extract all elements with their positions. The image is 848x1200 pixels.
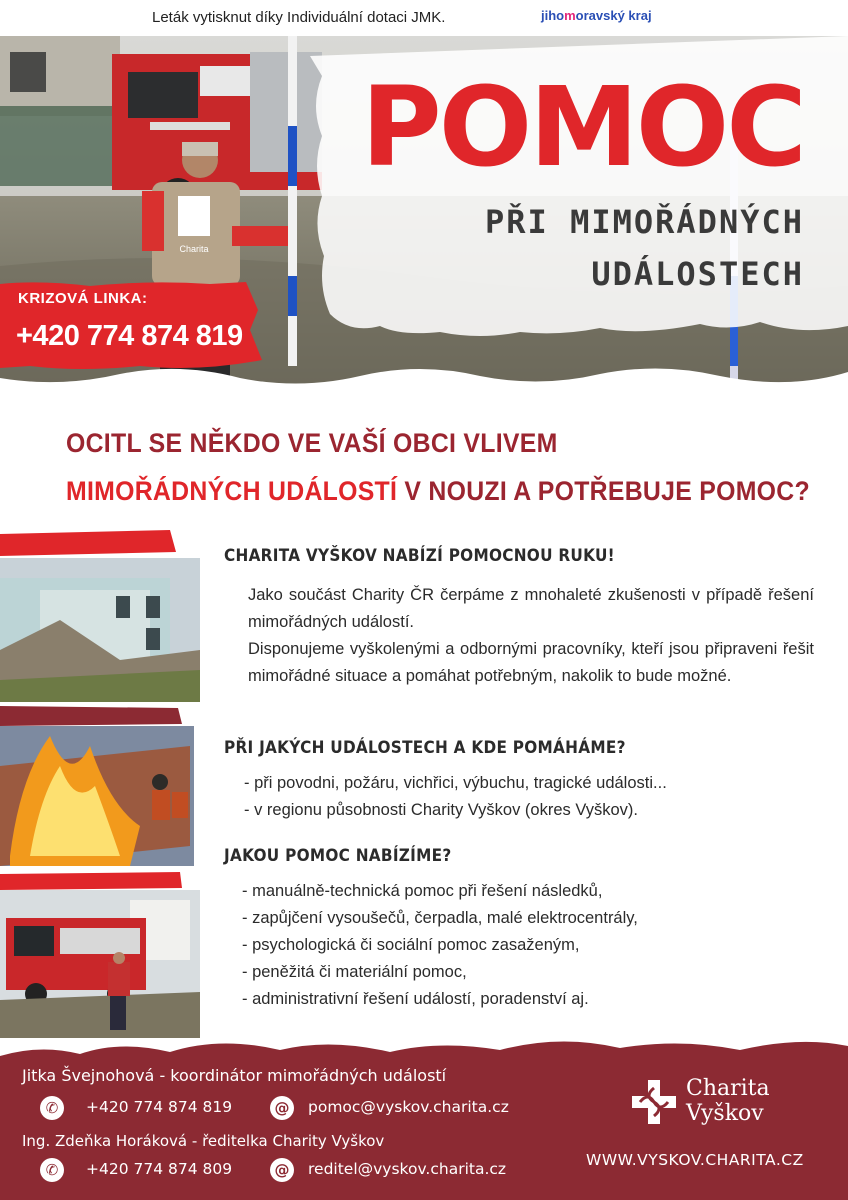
jmk-logo: jihomoravský kraj	[541, 8, 652, 23]
contact1-email-link[interactable]: pomoc@vyskov.charita.cz	[308, 1098, 509, 1116]
question-highlight: MIMOŘÁDNÝCH UDÁLOSTÍ	[66, 476, 398, 506]
website-link[interactable]: WWW.VYSKOV.CHARITA.CZ	[586, 1151, 804, 1169]
phone-icon: ✆	[40, 1096, 64, 1120]
offer-paragraph1: Jako součást Charity ČR čerpáme z mnohaleté zkušenosti v případě řešení mimořádných událostí.	[248, 586, 814, 631]
charita-cross-icon	[630, 1078, 678, 1126]
charita-logo-line1: Charita	[686, 1076, 770, 1101]
list-item: - psychologická či sociální pomoc zasaženým,	[242, 936, 580, 954]
offer-paragraph2: Disponujeme vyškolenými a odbornými pracovníky, kteří jsou připraveni řešit mimořádné situace a pomáhat potřebným, nakolik to bude možné.	[248, 640, 814, 685]
list-item: - manuálně-technická pomoc při řešení následků,	[242, 882, 603, 900]
contact1-name: Jitka Švejnohová - koordinátor mimořádných událostí	[22, 1066, 447, 1085]
contact2-email-link[interactable]: reditel@vyskov.charita.cz	[308, 1160, 507, 1178]
at-sign-icon: @	[270, 1158, 294, 1182]
hero-title: POMOC	[361, 63, 804, 191]
list-item: - v regionu působnosti Charity Vyškov (okres Vyškov).	[244, 801, 639, 819]
hero-subtitle-line1: PŘI MIMOŘÁDNÝCH	[485, 203, 804, 241]
hero-subtitle-line2: UDÁLOSTECH	[591, 255, 804, 293]
hotline-label: KRIZOVÁ LINKA:	[18, 290, 148, 307]
list-item: - peněžitá či materiální pomoc,	[242, 963, 467, 981]
question-rest: V NOUZI A POTŘEBUJE POMOC?	[397, 476, 810, 506]
hero-banner	[0, 36, 848, 416]
vest-label: Charita	[179, 244, 209, 254]
contact2-name: Ing. Zdeňka Horáková - ředitelka Charity Vyškov	[22, 1132, 385, 1150]
fire-truck-photo	[0, 872, 210, 1038]
top-bar	[0, 0, 848, 36]
burning-roof-photo	[0, 706, 210, 868]
contact2-phone-link[interactable]: +420 774 874 809	[86, 1160, 233, 1178]
where-list	[244, 770, 667, 824]
list-item: - administrativní řešení událostí, poradenství aj.	[242, 990, 589, 1008]
hotline-number-link[interactable]: +420 774 874 819	[16, 320, 243, 352]
contact1-phone-link[interactable]: +420 774 874 819	[86, 1098, 233, 1116]
help-list	[242, 878, 638, 1013]
phone-icon: ✆	[40, 1158, 64, 1182]
damaged-house-photo	[0, 530, 210, 702]
question-line2	[66, 476, 810, 507]
where-heading: PŘI JAKÝCH UDÁLOSTECH A KDE POMÁHÁME?	[224, 738, 626, 758]
charita-logo-line2: Vyškov	[686, 1101, 764, 1126]
hotline-box	[0, 280, 262, 370]
question-line1: OCITL SE NĚKDO VE VAŠÍ OBCI VLIVEM	[66, 428, 558, 458]
at-sign-icon: @	[270, 1096, 294, 1120]
help-heading: JAKOU POMOC NABÍZÍME?	[224, 846, 452, 866]
list-item: - zapůjčení vysoušečů, čerpadla, malé elektrocentrály,	[242, 909, 638, 927]
list-item: - při povodni, požáru, vichřici, výbuchu, tragické události...	[244, 774, 667, 792]
sponsor-note: Leták vytisknut díky Individuální dotaci JMK.	[152, 9, 446, 26]
offer-heading: CHARITA VYŠKOV NABÍZÍ POMOCNOU RUKU!	[224, 546, 615, 566]
